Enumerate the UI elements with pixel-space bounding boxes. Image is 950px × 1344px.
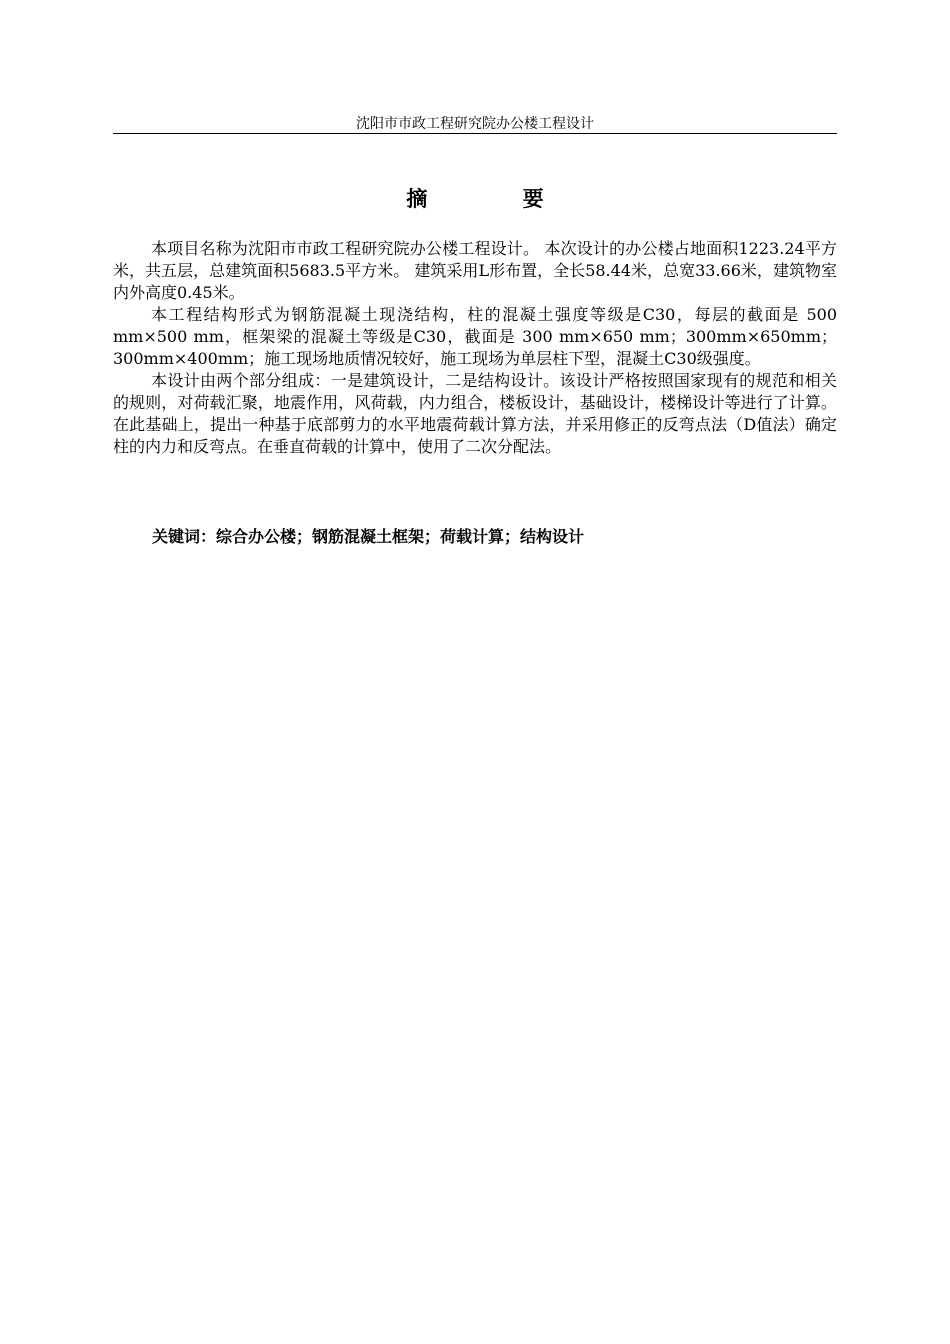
abstract-paragraph-3: 本设计由两个部分组成：一是建筑设计，二是结构设计。该设计严格按照国家现有的规范和相关的规则，对荷载汇聚，地震作用，风荷载，内力组合，楼板设计，基础设计，楼梯设计等进行了计算。在此基础上，提出一种基于底部剪力的水平地震荷载计算方法，并采用修正的反弯点法（D值法）确定柱的内力和反弯点。在垂直荷载的计算中，使用了二次分配法。 [113, 371, 837, 456]
abstract-title: 摘 要 [406, 187, 588, 211]
running-header: 沈阳市市政工程研究院办公楼工程设计 [356, 116, 594, 132]
abstract-body [113, 238, 837, 458]
abstract-paragraph-1: 本项目名称为沈阳市市政工程研究院办公楼工程设计。 本次设计的办公楼占地面积1223.24平方米，共五层，总建筑面积5683.5平方米。 建筑采用L形布置，全长58.44米，总宽33.66米，建筑物室内外高度0.45米。 [113, 239, 837, 302]
keywords-line: 关键词：综合办公楼；钢筋混凝土框架；荷载计算；结构设计 [152, 527, 585, 546]
header-divider [113, 133, 837, 134]
abstract-paragraph-2: 本工程结构形式为钢筋混凝土现浇结构，柱的混凝土强度等级是C30，每层的截面是 500 mm×500 mm，框架梁的混凝土等级是C30，截面是 300 mm×650 mm；300mm×650mm；300mm×400mm；施工现场地质情况较好，施工现场为单层柱下型，混凝土C30级强度。 [113, 305, 837, 368]
